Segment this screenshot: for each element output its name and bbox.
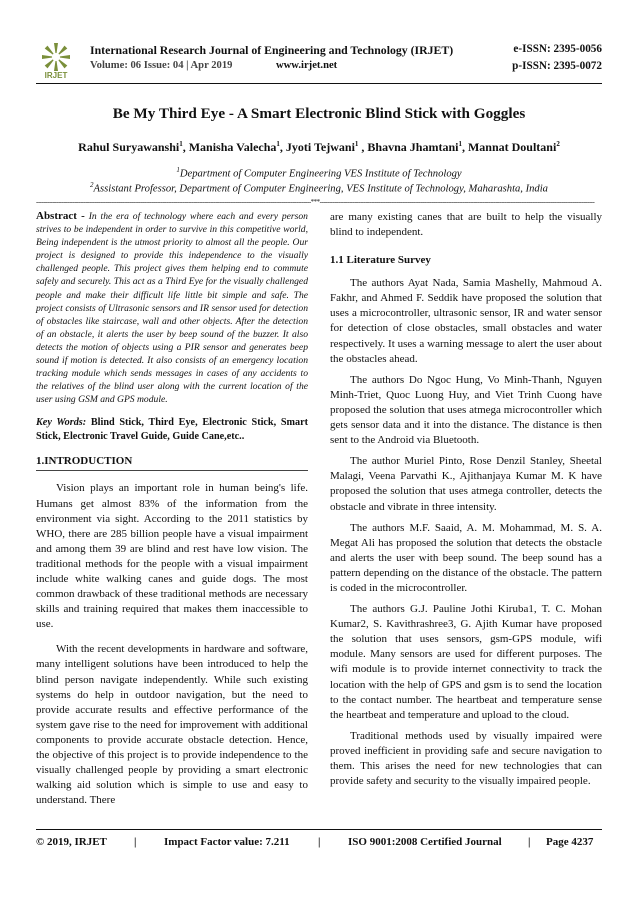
section-heading-introduction: 1.INTRODUCTION [36, 455, 133, 468]
footer-copyright: © 2019, IRJET [36, 836, 107, 848]
footer-rule [36, 829, 602, 830]
p-issn: p-ISSN: 2395-0072 [512, 60, 602, 72]
volume-issue: Volume: 06 Issue: 04 | Apr 2019 [90, 60, 233, 71]
paper-title: Be My Third Eye - A Smart Electronic Blind Stick with Goggles [112, 105, 526, 122]
author-name: Manisha Valecha [188, 140, 277, 154]
abstract-label: Abstract - [36, 210, 85, 222]
separator-line: ------------------------------------------------------------------------------------------------------------------------------------------------------***------------------------------------------------------------------------------------------------------------------------------------------------------ [36, 199, 595, 205]
author-name: Rahul Suryawanshi [78, 140, 180, 154]
footer-separator: | [134, 836, 137, 848]
footer-separator: | [528, 836, 531, 848]
affiliation-1: $^1$Department of Computer Engineering VES Institute of Technology [176, 166, 462, 180]
right-column [330, 210, 602, 789]
literature-paragraph: Traditional methods used by visually impaired were proved inefficient in providing safe and secure navigation to them. This arises the need for new technologies that can provide safety and security to the visually impaired people. [330, 729, 602, 788]
footer-impact-factor: Impact Factor value: 7.211 [164, 836, 290, 848]
intro-paragraph-1: Vision plays an important role in human being's life. Humans get almost 83% of the information from the environment via sight. According to the 2011 statistics by WHO, there are 285 billion people have a visual impairment and among them 39 are blind and rest have low vision. The traditional methods for the people with a visual impairment include white walking canes and guide dogs. The most common drawback of these traditional methods are necessary skills and training required that makes them inaccessible to use. [36, 482, 308, 631]
keywords-label: Key Words: [36, 417, 87, 429]
footer-separator: | [318, 836, 321, 848]
journal-name: International Research Journal of Engineering and Technology (IRJET) [90, 43, 454, 57]
journal-header [36, 40, 602, 82]
literature-paragraph: The author Muriel Pinto, Rose Denzil Stanley, Sheetal Malagi, Veena Parvathi K., Ajithanjaya Kumar M. K have proposed the solution that uses atmega controller, detects the obstacle and vibrate in three intensity. [330, 455, 602, 513]
irjet-logo [36, 40, 76, 80]
section-underline [36, 470, 308, 471]
literature-paragraph: The authors G.J. Pauline Jothi Kiruba1, T. C. Mohan Kumar2, S. Kavithrashree3, G. Ajith Kumar have proposed the solution that uses sensors, gsm-GPS module, wifi module. Many sensors are used for different purposes. The wifi module is to provide internet connectivity to track the location with the help of GPS and gsm is to send the location to the contact number. The heartbeat and temperature sense the heartbeat and temperature and upload to the cloud. [330, 603, 602, 721]
author-name: Bhavna Jhamtani [367, 140, 459, 154]
literature-paragraph: The authors M.F. Saaid, A. M. Mohammad, M. S. A. Megat Ali has proposed the solution that detects the obstacle and alerts the user with beep sound. The beep sound has a pattern depending on the distance of the obstacle. The pattern is coded in the microcontroller. [330, 521, 602, 594]
literature-paragraph: The authors Do Ngoc Hung, Vo Minh-Thanh, Nguyen Minh-Triet, Quoc Luong Huy, and Viet Trinh Cuong have proposed the solution that uses atmega microcontroller which gets sensor data and it into the distance. The distance is then sent to the Android via Bluetooth. [330, 373, 602, 447]
e-issn: e-ISSN: 2395-0056 [513, 43, 602, 55]
affiliation-2: $^2$Assistant Professor, Department of Computer Engineering, VES Institute of Technology, Maharashta, India [90, 181, 548, 195]
author-name: Jyoti Tejwani [285, 140, 355, 154]
abstract: Abstract - In the era of technology where each and every person strives to be independent in order to survive in this competitive world, Being independent is the utmost priority to almost all the people. Our project is designed to provide this independence to the visually challenged people. This project gives them helping end to commute safely and securely. This act as a Third Eye for the visually challenged people and make their difficult life little bit simple and safe. The project consists of Ultrasonic sensors and IR sensor used for detection of obstacles like staircase, wall and other objects. After the detection of an obstacle, it alerts the user by beep sound of the buzzer. It also detects the motion of objects using a PIR sensor and generates beep sound if motion is detected. It also consists of an emergency location tracking module which sends messages in cases of any accidents to the relatives of the blind user along with the current location of the user using GSM and GPS module. [36, 210, 308, 406]
author-list: Rahul Suryawanshi$^1$, Manisha Valecha$^1$, Jyoti Tejwani$^1$ , Bhavna Jhamtani$^1$, Mannat Doultani$^2$ [78, 140, 560, 154]
footer-page-number: Page 4237 [546, 836, 594, 848]
literature-paragraph: The authors Ayat Nada, Samia Mashelly, Mahmoud A. Fakhr, and Ahmed F. Seddik have proposed the solution that uses a microcontroller, ultrasonic sensor, IR and water sensor for detection of close obstacles, small obstacles and water respectively. It uses a warning message to alert the user about the obstacles ahead. [330, 277, 602, 365]
svg-text:IRJET: IRJET [44, 71, 68, 80]
footer-iso: ISO 9001:2008 Certified Journal [348, 836, 502, 848]
keywords: Key Words: Blind Stick, Third Eye, Electronic Stick, Smart Stick, Electronic Travel Guide, Guide Cane,etc.. [36, 417, 309, 443]
intro-paragraph-2: With the recent developments in hardware and software, many intelligent solutions have been introduced to help the blind person navigate independently. While such existing systems do help in outdoor navigation, but the need to provide accurate results and effective performance of the system gave rise to the need for improvement with additional components to provide accurate obstacle detection. Hence, the objective of this project is to provide independence to the visually challenged people by providing a smart electronic walking aid solution which is simple to use and easy to understand. There [36, 643, 308, 807]
intro-continuation: are many existing canes that are built to help the visually blind to independent. [330, 211, 602, 239]
author-name: Mannat Doultani [467, 140, 557, 154]
section-heading-literature: 1.1 Literature Survey [330, 254, 431, 267]
left-column [36, 210, 308, 808]
header-rule [36, 83, 602, 84]
journal-url[interactable]: www.irjet.net [276, 60, 338, 71]
